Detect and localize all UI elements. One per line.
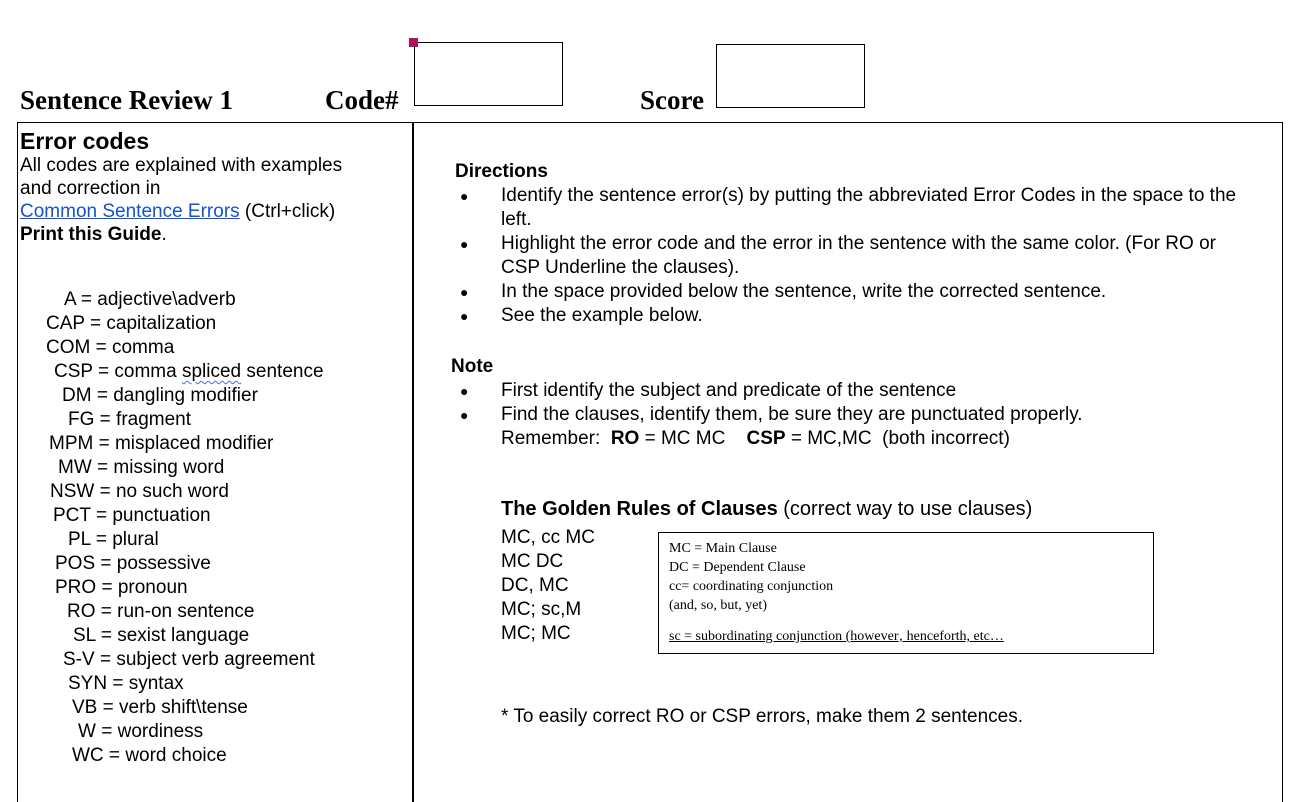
code-row-cap: CAP = capitalization xyxy=(46,313,217,334)
page-title: Sentence Review 1 xyxy=(20,85,233,115)
code-meaning: plural xyxy=(112,529,159,550)
guide-link-line xyxy=(20,200,410,223)
print-guide-period: . xyxy=(161,224,167,245)
code-abbrev: MPM xyxy=(49,433,94,454)
list-item: ● First identify the subject and predicate of the sentence xyxy=(455,379,1255,403)
note-title: Note xyxy=(451,356,494,377)
list-item: ● In the space provided below the sentence, write the corrected sentence. xyxy=(455,280,1255,304)
code-meaning: possessive xyxy=(116,553,211,574)
code-row-syn: SYN = syntax xyxy=(68,673,184,694)
clause-rule: MC; sc,M xyxy=(501,599,582,620)
code-abbrev: NSW xyxy=(50,481,95,502)
code-input-box[interactable] xyxy=(414,42,563,106)
code-meaning: sentence xyxy=(241,361,324,382)
code-meaning: capitalization xyxy=(106,313,217,334)
code-meaning: fragment xyxy=(116,409,192,430)
remember-line xyxy=(501,427,1255,451)
code-meaning: comma xyxy=(114,361,182,382)
code-meaning: pronoun xyxy=(117,577,188,598)
list-item: ● Highlight the error code and the error in the sentence with the same color. (For RO or CSP Underline the clauses). xyxy=(455,232,1255,280)
directions-title: Directions xyxy=(455,161,548,182)
footer-tip: * To easily correct RO or CSP errors, make them 2 sentences. xyxy=(501,706,1023,727)
column-divider xyxy=(412,122,414,802)
common-sentence-errors-link[interactable]: Common Sentence Errors xyxy=(20,201,240,222)
code-row-pos: POS = possessive xyxy=(55,553,211,574)
instructions-panel xyxy=(451,160,1255,451)
code-abbrev: S-V xyxy=(63,649,95,670)
code-row-w: W = wordiness xyxy=(78,721,204,742)
code-abbrev: WC xyxy=(72,745,104,766)
error-codes-panel xyxy=(20,128,410,766)
directions-list xyxy=(455,184,1255,328)
code-abbrev: DM xyxy=(62,385,92,406)
code-row-nsw: NSW = no such word xyxy=(50,481,229,502)
golden-rules-title xyxy=(501,498,1032,521)
code-abbrev: CAP xyxy=(46,313,85,334)
code-row-pro: PRO = pronoun xyxy=(55,577,188,598)
code-row-csp: CSP = comma spliced sentence xyxy=(54,361,324,382)
definition-line: (and, so, but, yet) xyxy=(669,598,767,613)
code-meaning: misplaced modifier xyxy=(114,433,274,454)
csp-formula: = MC,MC (both incorrect) xyxy=(785,428,1010,449)
intro-line-2: and correction in xyxy=(20,178,161,199)
definition-line: DC = Dependent Clause xyxy=(669,560,806,575)
code-abbrev: CSP xyxy=(54,361,93,382)
code-row-com: COM = comma xyxy=(46,337,175,358)
code-abbrev: SL xyxy=(73,625,96,646)
code-row-a: A = adjective\adverb xyxy=(64,289,236,310)
code-abbrev: SYN xyxy=(68,673,108,694)
definition-line: MC = Main Clause xyxy=(669,541,777,556)
code-abbrev: FG xyxy=(68,409,95,430)
code-abbrev: PL xyxy=(68,529,91,550)
code-meaning: subject verb agreement xyxy=(116,649,315,670)
definitions-box[interactable] xyxy=(658,532,1154,654)
definition-line: sc = subordinating conjunction (however‚ henceforth, etc… xyxy=(669,629,1004,644)
note-list xyxy=(455,379,1255,451)
code-row-mpm: MPM = misplaced modifier xyxy=(49,433,274,454)
code-meaning: sexist language xyxy=(117,625,250,646)
code-row-vb: VB = verb shift\tense xyxy=(72,697,248,718)
code-abbrev: MW xyxy=(58,457,92,478)
code-meaning: missing word xyxy=(113,457,225,478)
code-abbrev: VB xyxy=(72,697,98,718)
clause-rule: MC; MC xyxy=(501,623,571,644)
code-meaning: dangling modifier xyxy=(113,385,258,406)
code-row-mw: MW = missing word xyxy=(58,457,225,478)
code-row-ro: RO = run-on sentence xyxy=(67,601,255,622)
score-input-box[interactable] xyxy=(716,44,865,108)
code-meaning: comma xyxy=(111,337,175,358)
definition-line: cc= coordinating conjunction xyxy=(669,579,834,594)
code-meaning: adjective\adverb xyxy=(97,289,236,310)
code-row-pct: PCT = punctuation xyxy=(53,505,211,526)
code-abbrev: PRO xyxy=(55,577,97,598)
note-item-text: ● Find the clauses, identify them, be sure they are punctuated properly. xyxy=(501,404,1083,425)
code-meaning: punctuation xyxy=(112,505,211,526)
clause-rule: MC DC xyxy=(501,551,564,572)
golden-rules-subtitle: (correct way to use clauses) xyxy=(777,498,1033,520)
list-item: ● See the example below. xyxy=(455,304,1255,328)
csp-code: CSP xyxy=(746,428,786,449)
error-codes-title: Error codes xyxy=(20,128,150,154)
print-guide-text: Print this Guide xyxy=(20,224,162,245)
code-row-fg: FG = fragment xyxy=(68,409,192,430)
clause-rule: MC, cc MC xyxy=(501,527,595,548)
code-meaning: wordiness xyxy=(117,721,204,742)
definition-line xyxy=(669,615,1143,627)
code-meaning: no such word xyxy=(115,481,229,502)
code-meaning: run-on sentence xyxy=(117,601,255,622)
code-row-wc: WC = word choice xyxy=(72,745,227,766)
code-row-sl: SL = sexist language xyxy=(73,625,250,646)
code-abbrev: RO xyxy=(67,601,96,622)
remember-label: Remember: xyxy=(501,428,611,449)
link-suffix: (Ctrl+click) xyxy=(239,201,336,222)
list-item xyxy=(455,403,1255,451)
code-row-dm: DM = dangling modifier xyxy=(62,385,258,406)
code-abbrev: W xyxy=(78,721,96,742)
code-row-pl: PL = plural xyxy=(68,529,159,550)
code-meaning: verb shift\tense xyxy=(119,697,248,718)
ro-formula: = MC MC xyxy=(639,428,747,449)
clause-rules-list xyxy=(501,526,595,646)
code-abbrev: POS xyxy=(55,553,96,574)
resize-handle[interactable] xyxy=(409,38,418,47)
list-item: ● Identify the sentence error(s) by putting the abbreviated Error Codes in the space to the left. xyxy=(455,184,1255,232)
clause-rule: DC, MC xyxy=(501,575,569,596)
golden-rules-heading: The Golden Rules of Clauses xyxy=(501,498,778,520)
code-meaning: syntax xyxy=(128,673,184,694)
code-row-sv: S-V = subject verb agreement xyxy=(63,649,315,670)
code-abbrev: COM xyxy=(46,337,91,358)
code-abbrev: A xyxy=(64,289,76,310)
print-guide-line xyxy=(20,223,410,246)
intro-line-1: All codes are explained with examples xyxy=(20,155,343,176)
code-meaning: word choice xyxy=(125,745,227,766)
ro-code: RO xyxy=(610,428,640,449)
code-abbrev: PCT xyxy=(53,505,91,526)
spellcheck-word[interactable]: spliced xyxy=(181,361,242,382)
code-label: Code# xyxy=(325,85,399,115)
score-label: Score xyxy=(640,85,704,115)
